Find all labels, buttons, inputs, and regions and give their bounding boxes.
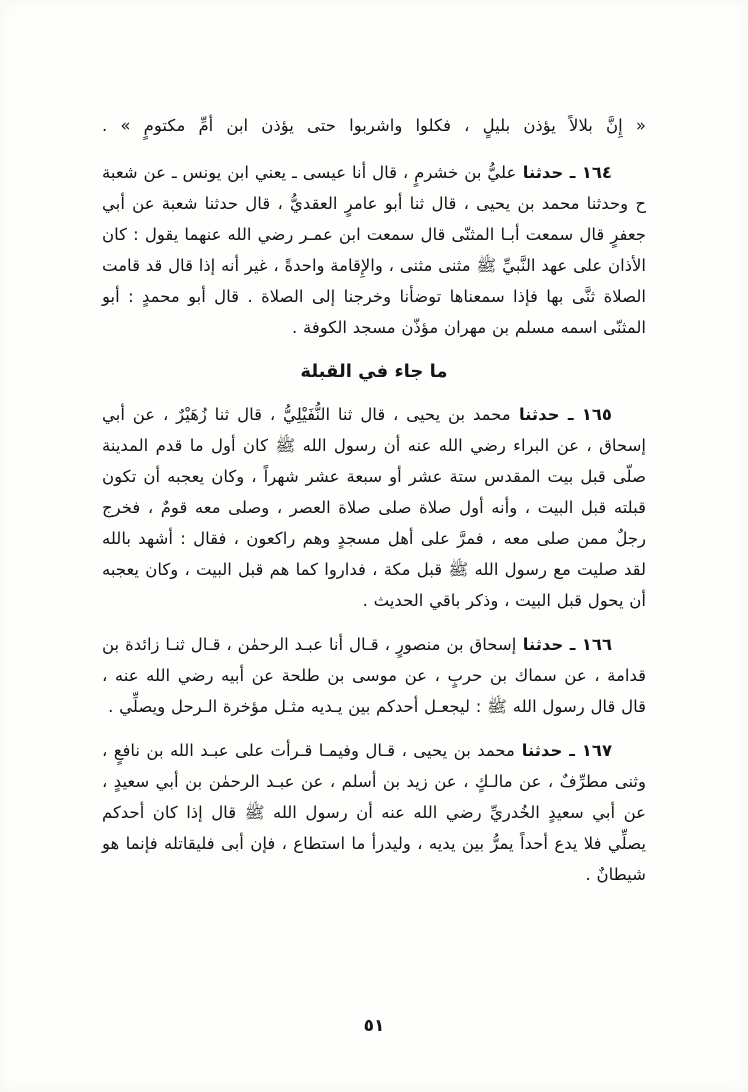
hadith-165-text: محمد بن يحيى ، قال ثنا النُّفَيْلِيُّ ، قال ثنا زُهَيْرٌ ، عن أبي إسحاق ، عن البراء رضي الله عنه أن رسول الله ﷺ كان أول ما قدم المدينة صلّى قبل بيت المقدس ستة عشر أو سبعة عشر شهراً ، وكان يعجبه أن تكون قبلته قبل البيت ، وأنه أول صلاة صلى صلاة العصر ، وصلى معه قومٌ ، فخرج رجلٌ ممن صلى معه ، فمرَّ على أهل مسجدٍ وهم راكعون ، فقال : أشهد بالله لقد صليت مع رسول الله ﷺ قبل مكة ، فداروا كما هم قبل البيت ، وكان يعجبه أن يحول قبل البيت ، وذكر باقي الحديث . bbox=[102, 405, 646, 610]
hadith-164 bbox=[102, 157, 646, 343]
hadith-167-number: ١٦٧ ـ حدثنا bbox=[514, 741, 613, 760]
hadith-165-number: ١٦٥ ـ حدثنا bbox=[510, 405, 612, 424]
page-content bbox=[102, 110, 646, 903]
hadith-167-text: محمد بن يحيى ، قـال وفيمـا قـرأت على عبـد الله بن نافعٍ ، وثنى مطرِّفٌ ، عن مالـكٍ ، عن زيد بن أسلم ، عن عبـد الرحمٰن بن أبي سعيدٍ ، عن أبي سعيدٍ الخُدريِّ رضي الله عنه أن رسول الله ﷺ قال إذا كان أحدكم يصلِّي فلا يدع أحداً يمرُّ بين يديه ، وليدرأ ما استطاع ، فإن أبى فليقاتله فإنما هو شيطانٌ . bbox=[102, 741, 646, 884]
hadith-166 bbox=[102, 629, 646, 722]
hadith-164-number: ١٦٤ ـ حدثنا bbox=[516, 163, 612, 182]
hadith-165 bbox=[102, 399, 646, 616]
hadith-167 bbox=[102, 735, 646, 890]
hadith-quote-continuation: « إِنَّ بلالاً يؤذن بليلٍ ، فكلوا واشربوا حتى يؤذن ابن أمِّ مكتومٍ » . bbox=[102, 116, 646, 135]
hadith-166-number: ١٦٦ ـ حدثنا bbox=[516, 635, 613, 654]
hadith-166-text: إسحاق بن منصورٍ ، قـال أنا عبـد الرحمٰن ، قـال ثنـا زائدة بن قدامة ، عن سماك بن حربٍ ، عن موسى بن طلحة عن أبيه رضي الله عنه ، قال قال رسول الله ﷺ : ليجعـل أحدكم بين يـديه مثـل مؤخرة الـرحل ويصلِّي . bbox=[102, 635, 646, 716]
section-heading-qibla: ما جاء في القبلة bbox=[300, 361, 448, 382]
page-number: ٥١ bbox=[363, 1016, 385, 1036]
hadith-164-text: عليُّ بن خشرمٍ ، قال أنا عيسى ـ يعني ابن يونس ـ عن شعبة ح وحدثنا محمد بن يحيى ، قال ثنا أبو عامرٍ العقديُّ ، قال حدثنا شعبة عن أبي جعفرٍ قال سمعت أبـا المثنّى قال سمعت ابن عمـر رضي الله عنهما يقول : كان الأذان على عهد النَّبيِّ ﷺ مثنى مثنى ، والإِقامة واحدةً ، غير أنه إذا قال قد قامت الصلاة ثنَّى بها فإذا سمعناها توضأنا وخرجنا إلى الصلاة . قال أبو محمدٍ : أبو المثنّى اسمه مسلم بن مهران مؤذّن مسجد الكوفة . bbox=[102, 163, 646, 337]
